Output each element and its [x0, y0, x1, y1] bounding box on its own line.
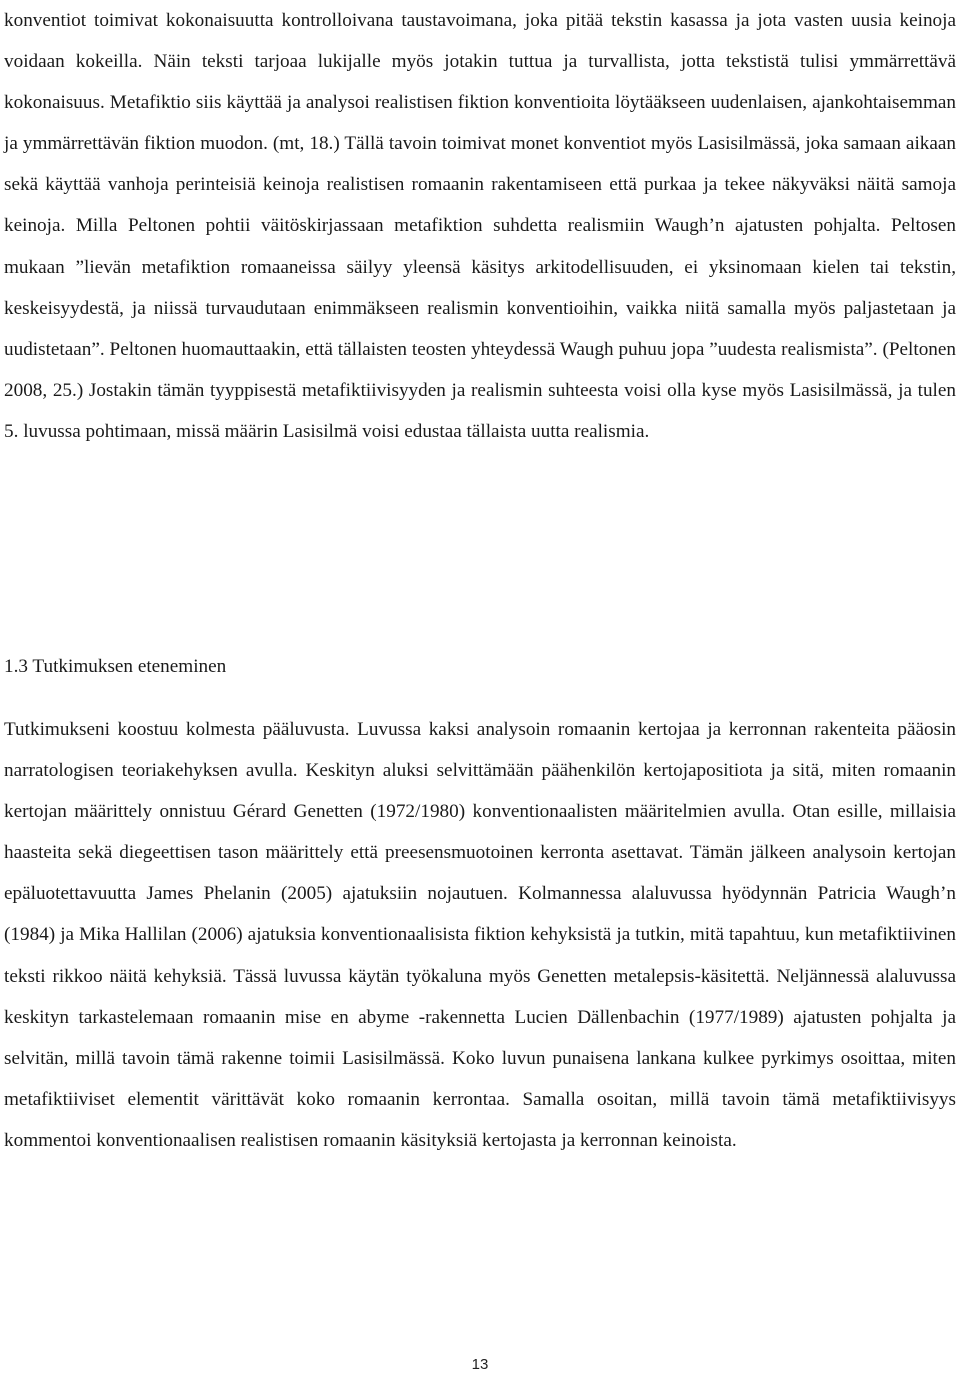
page-number: 13: [471, 1356, 489, 1373]
body-paragraph: Tutkimukseni koostuu kolmesta pääluvusta. Luvussa kaksi analysoin romaanin kertojaa ja kerronnan rakenteita pääosin narratologisen teoriakehyksen avulla. Keskityn aluksi selvittämään päähenkilön kertojapositiota ja sitä, miten romaanin kertojan määrittely onnistuu Gérard Genetten (1972/1980) konventionaalisten määritelmien avulla. Otan esille, millaisia haasteita sekä diegeettisen tason määrittely että preesensmuotoinen kerronta asettavat. Tämän jälkeen analysoin kertojan epäluotettavuutta James Phelanin (2005) ajatuksiin nojautuen. Kolmannessa alaluvussa hyödynnän Patricia Waugh’n (1984) ja Mika Hallilan (2006) ajatuksia konventionaalisista fiktion kehyksistä ja tutkin, mitä tapahtuu, kun metafiktiivinen teksti rikkoo näitä kehyksiä. Tässä luvussa käytän työkaluna myös Genetten metalepsis-käsitettä. Neljännessä alaluvussa keskityn tarkastelemaan romaanin mise en abyme -rakennetta Lucien Dällenbachin (1977/1989) ajatusten pohjalta ja selvitän, millä tavoin tämä rakenne toimii Lasisilmässä. Koko luvun punaisena lankana kulkee pyrkimys osoittaa, miten metafiktiiviset elementit värittävät koko romaanin kerrontaa. Samalla osoitan, millä tavoin tämä metafiktiivisyys kommentoi konventionaalisen realistisen romaanin käsityksiä kertojasta ja kerronnan keinoista.: [4, 719, 956, 1151]
body-paragraph: konventiot toimivat kokonaisuutta kontrolloivana taustavoimana, joka pitää tekstin kasassa ja jota vasten uusia keinoja voidaan kokeilla. Näin teksti tarjoaa lukijalle myös jotakin tuttua ja turvallista, jotta tekstistä tulisi ymmärrettävä kokonaisuus. Metafiktio siis käyttää ja analysoi realistisen fiktion konventioita löytääkseen uudenlaisen, ajankohtaisemman ja ymmärrettävän fiktion muodon. (mt, 18.) Tällä tavoin toimivat monet konventiot myös Lasisilmässä, joka samaan aikaan sekä käyttää vanhoja perinteisiä keinoja realistisen romaanin rakentamiseen että purkaa ja tekee näkyväksi näitä samoja keinoja. Milla Peltonen pohtii väitöskirjassaan metafiktion suhdetta realismiin Waugh’n ajatusten pohjalta. Peltosen mukaan ”lievän metafiktion romaaneissa säilyy yleensä käsitys arkitodellisuuden, ei yksinomaan kielen tai tekstin, keskeisyydestä, ja niissä turvaudutaan enimmäkseen realismin konventioihin, vaikka niitä samalla myös paljastetaan ja uudistetaan”. Peltonen huomauttaakin, että tällaisten teosten yhteydessä Waugh puhuu jopa ”uudesta realismista”. (Peltonen 2008, 25.) Jostakin tämän tyyppisestä metafiktiivisyyden ja realismin suhteesta voisi olla kyse myös Lasisilmässä, ja tulen 5. luvussa pohtimaan, missä määrin Lasisilmä voisi edustaa tällaista uutta realismia.: [4, 10, 956, 442]
section-heading: 1.3 Tutkimuksen eteneminen: [4, 656, 227, 677]
